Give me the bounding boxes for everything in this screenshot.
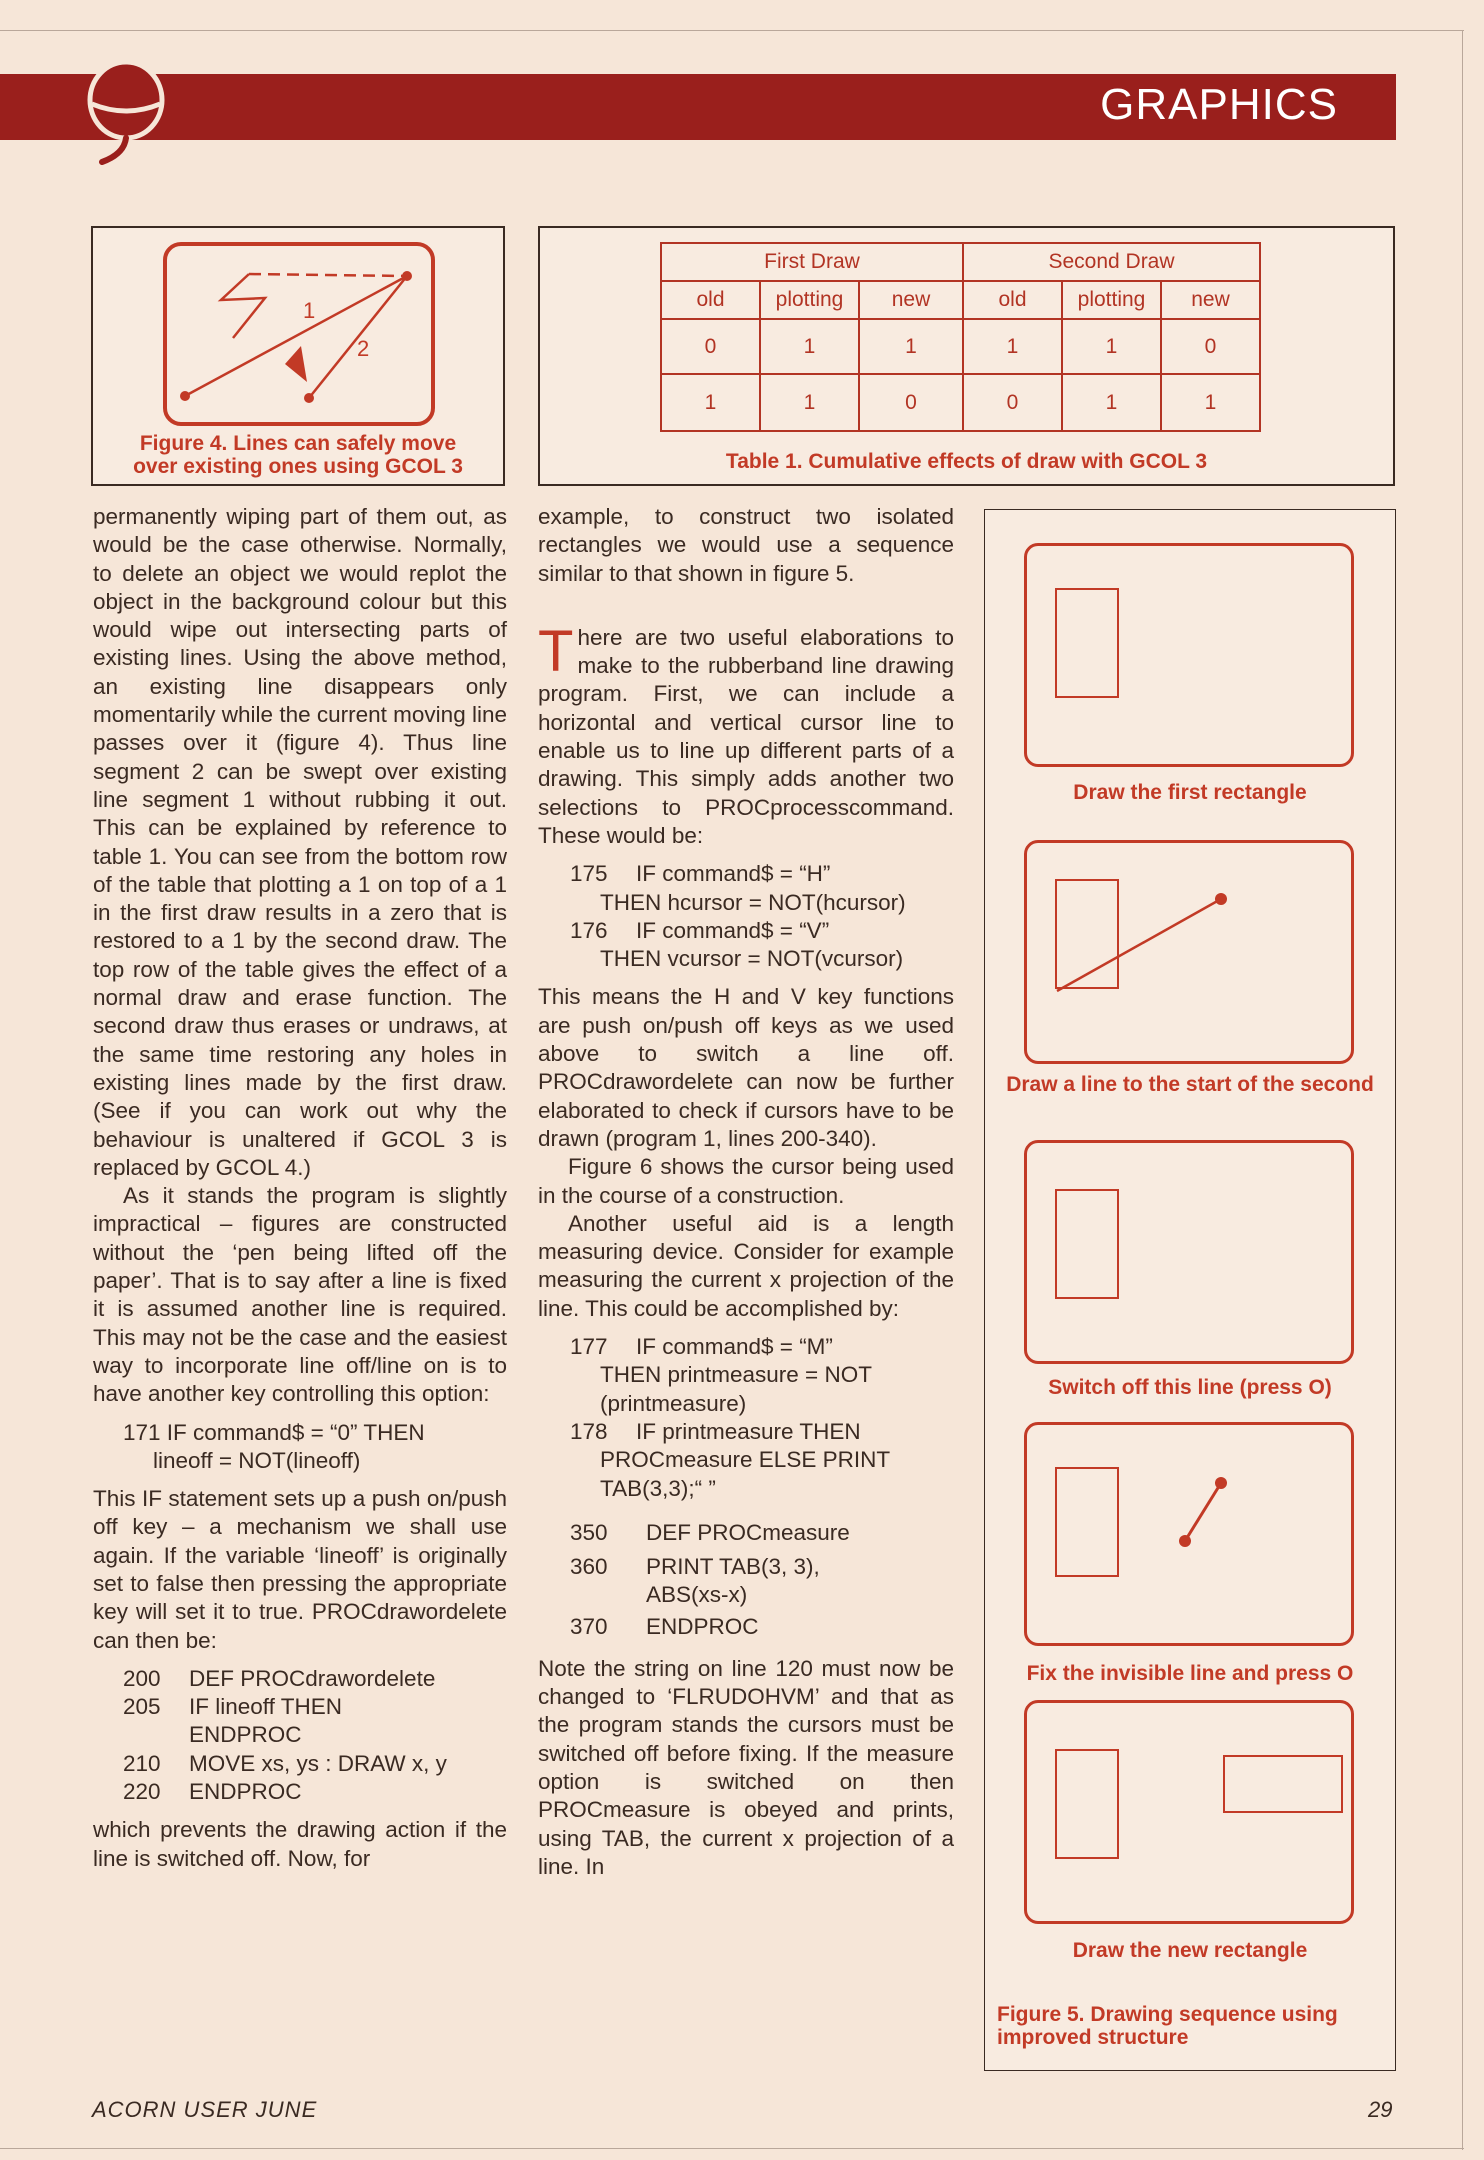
figure-5-panel-3 xyxy=(1024,1140,1354,1364)
code-line: 171 IF command$ = “0” THEN xyxy=(123,1419,425,1445)
code-line: (printmeasure) xyxy=(600,1390,747,1416)
code-line: lineoff = NOT(lineoff) xyxy=(153,1447,361,1473)
new-rectangle xyxy=(1223,1755,1343,1813)
label-1: 1 xyxy=(303,298,316,323)
page-frame-right xyxy=(1462,30,1463,2150)
code-line: 205 IF lineoff THEN xyxy=(123,1694,342,1720)
code-block xyxy=(538,1333,954,1503)
figure-4-illustration xyxy=(163,242,437,428)
table-cell: 1 xyxy=(760,374,859,431)
code-line: 176 IF command$ = “V” xyxy=(570,917,830,943)
code-block xyxy=(93,1665,507,1806)
paragraph: permanently wiping part of them out, as would be the case otherwise. Normally, to delete an object we would replot the object in the background colour but this would wipe out intersecting parts of existing lines. Using the above method, an existing line disappears only momentarily while the current moving line passes over it (figure 4). Thus line segment 2 can be swept over existing line segment 1 without rubbing it out. This can be explained by reference to table 1. You can see from the bottom row of the table that plotting a 1 on top of a 1 in the first draw results in a zero that is restored to a 1 by the second draw. The top row of the table gives the effect of a normal draw and erase function. The second draw thus erases or undraws, at the same time restoring any holes in existing lines made by the first draw. (See if you can work out why the behaviour is unaltered if GCOL 3 is replaced by GCOL 4.) xyxy=(93,504,507,1180)
code-line: THEN printmeasure = NOT xyxy=(600,1362,872,1388)
code-line: PROCmeasure ELSE PRINT xyxy=(600,1447,891,1473)
table-row xyxy=(661,319,1260,374)
column-header: plotting xyxy=(1062,281,1161,319)
page-frame-top xyxy=(0,30,1464,31)
table-cell: 0 xyxy=(1161,319,1260,374)
page-number: 29 xyxy=(1368,2097,1393,2122)
first-rectangle xyxy=(1055,1189,1119,1299)
figure-5-panel-4 xyxy=(1024,1422,1354,1646)
table-cell: 1 xyxy=(963,319,1062,374)
panel-caption: Draw the new rectangle xyxy=(1072,1939,1308,1962)
code-line: 220 ENDPROC xyxy=(123,1779,302,1805)
code-line: 370 ENDPROC xyxy=(570,1613,759,1639)
figure-5-panel-5 xyxy=(1024,1700,1354,1924)
table-cell: 1 xyxy=(859,319,963,374)
column-header: new xyxy=(1161,281,1260,319)
table-cell: 0 xyxy=(859,374,963,431)
code-line: THEN vcursor = NOT(vcursor) xyxy=(600,946,904,972)
table-cell: 1 xyxy=(1062,374,1161,431)
group-header-first-draw: First Draw xyxy=(661,243,963,281)
panel-caption: Draw a line to the start of the second xyxy=(1006,1073,1374,1096)
panel-caption: Fix the invisible line and press O xyxy=(1026,1662,1354,1685)
code-line: 200 DEF PROCdrawordelete xyxy=(123,1665,436,1691)
code-line: THEN hcursor = NOT(hcursor) xyxy=(600,889,906,915)
first-rectangle xyxy=(1055,588,1119,698)
code-line: TAB(3,3);“ ” xyxy=(600,1475,716,1501)
paragraph: which prevents the drawing action if the line is switched off. Now, for xyxy=(93,1817,507,1871)
connecting-line xyxy=(1027,843,1353,1063)
figure-5-panel-1 xyxy=(1024,543,1354,767)
figure-5-box xyxy=(984,509,1396,2071)
code-line: ABS(xs-x) xyxy=(646,1581,748,1607)
figure-4-caption: Figure 4. Lines can safely move over existing ones using GCOL 3 xyxy=(133,432,463,478)
section-banner xyxy=(0,74,1396,140)
footer-magazine: ACORN USER JUNE xyxy=(92,2097,318,2122)
page-frame-bottom xyxy=(0,2148,1464,2149)
drop-cap: T xyxy=(538,618,574,684)
code-line: 210 MOVE xs, ys : DRAW x, y xyxy=(123,1750,447,1776)
acorn-logo xyxy=(84,52,168,172)
paragraph: example, to construct two isolated rectangles we would use a sequence similar to that shown in figure 5. xyxy=(538,504,954,586)
table-cell: 1 xyxy=(1161,374,1260,431)
table-1 xyxy=(660,242,1261,432)
table-cell: 0 xyxy=(661,319,760,374)
paragraph: Figure 6 shows the cursor being used in the course of a construction. xyxy=(538,1154,954,1208)
code-line: 350 DEF PROCmeasure xyxy=(570,1519,850,1545)
label-2: 2 xyxy=(357,336,370,361)
code-line: 360 PRINT TAB(3, 3), xyxy=(570,1553,820,1579)
group-header-second-draw: Second Draw xyxy=(963,243,1260,281)
code-block xyxy=(93,1419,507,1476)
figure-5-caption: Figure 5. Drawing sequence using improved structure xyxy=(997,2003,1338,2049)
table-cell: 1 xyxy=(661,374,760,431)
paragraph: As it stands the program is slightly impractical – figures are constructed without the ‘pen being lifted off the paper’. That is to say after a line is fixed it is assumed another line is required. This may not be the case and the easiest way to incorporate line off/line on is to have another key controlling this option: xyxy=(93,1183,507,1407)
paragraph: This means the H and V key functions are push on/push off keys as we used above to switch a line off. PROCdrawordelete can now be further elaborated to check if cursors have to be drawn (program 1, lines 200-340). xyxy=(538,984,954,1151)
paragraph: There are two useful elaborations to make to the rubberband line drawing program. First, we can include a horizontal and vertical cursor line to enable us to line up different parts of a drawing. This simply adds another two selections to PROCprocesscommand. These would be: xyxy=(538,618,954,848)
table-row xyxy=(661,374,1260,431)
code-block xyxy=(538,1513,954,1645)
column-header: new xyxy=(859,281,963,319)
column-header: old xyxy=(661,281,760,319)
article-column-2 xyxy=(538,503,954,1881)
code-line: 178 IF printmeasure THEN xyxy=(570,1418,861,1444)
table-cell: 1 xyxy=(760,319,859,374)
paragraph: Another useful aid is a length measuring device. Consider for example measuring the current x projection of the line. This could be accomplished by: xyxy=(538,1210,954,1321)
column-header: plotting xyxy=(760,281,859,319)
paragraph: Note the string on line 120 must now be changed to ‘FLRUDOHVM’ and that as the program stands the cursors must be switched off before fixing. If the measure option is switched on then PROCmeasure is obeyed and prints, using TAB, the current x projection of a line. In xyxy=(538,1655,954,1879)
article-column-1 xyxy=(93,503,507,1873)
paragraph: This IF statement sets up a push on/push off key – a mechanism we shall use again. If the variable ‘lineoff’ is originally set to false then pressing the appropriate key will set it to true. PROCdrawordelete can then be: xyxy=(93,1486,507,1653)
figure-5-panel-2 xyxy=(1024,840,1354,1064)
figure-4-box xyxy=(91,226,505,486)
code-block xyxy=(538,860,954,973)
code-line: 175 IF command$ = “H” xyxy=(570,861,831,887)
table-cell: 0 xyxy=(963,374,1062,431)
column-header: old xyxy=(963,281,1062,319)
table-1-caption: Table 1. Cumulative effects of draw with GCOL 3 xyxy=(725,450,1208,473)
section-title: GRAPHICS xyxy=(1100,80,1338,129)
fixed-line-segment xyxy=(1027,1425,1353,1645)
table-cell: 1 xyxy=(1062,319,1161,374)
panel-caption: Switch off this line (press O) xyxy=(1048,1376,1332,1399)
panel-caption: Draw the first rectangle xyxy=(1073,781,1307,804)
code-line: ENDPROC xyxy=(189,1722,302,1748)
first-rectangle xyxy=(1055,1749,1119,1859)
code-line: 177 IF command$ = “M” xyxy=(570,1334,833,1360)
